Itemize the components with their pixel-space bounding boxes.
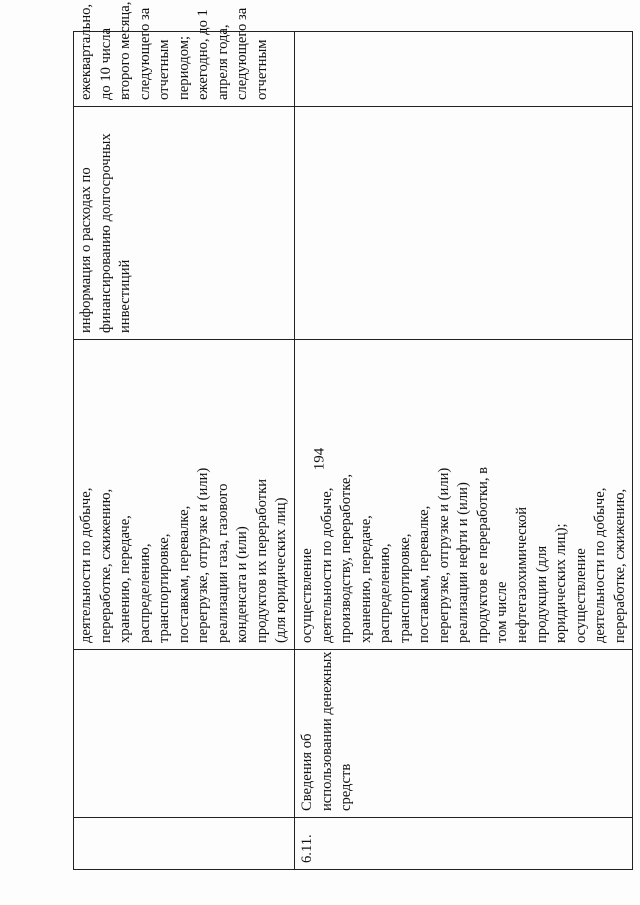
cell-term-empty	[295, 32, 633, 107]
table-row-continuation	[74, 32, 295, 870]
text-line: распределению,	[377, 543, 394, 643]
text-line: средств	[338, 763, 355, 811]
text-line: хранению, передаче,	[117, 515, 134, 643]
text-line: продукции (для	[533, 545, 550, 643]
text-line: деятельности по добыче,	[318, 487, 335, 643]
text-line: следующего за	[136, 7, 153, 100]
cell-name	[295, 650, 633, 818]
text-line: конденсата и (или)	[234, 526, 251, 643]
text-line: информация о расходах по	[78, 167, 94, 333]
cell-description-continued	[74, 340, 295, 650]
reporting-table	[73, 1, 633, 870]
text-line: второго месяца,	[117, 1, 134, 100]
text-line: переработке, сжижению,	[611, 488, 628, 643]
text-line: осуществление	[299, 548, 316, 643]
text-line: поставкам, перевалке,	[175, 505, 192, 643]
text-line: юридических лиц);	[553, 523, 570, 643]
text-line: распределению,	[136, 543, 153, 643]
text-line: деятельности по добыче,	[78, 487, 94, 643]
text-line: периодом;	[175, 35, 192, 100]
text-line: хранению, передаче,	[357, 515, 374, 643]
text-line: перегрузке, отгрузке и (или)	[435, 467, 452, 643]
rotated-table-wrapper	[73, 1, 628, 870]
text-line: производству, переработке,	[338, 473, 355, 643]
cell-number-empty	[74, 818, 295, 870]
text-line: следующего за	[234, 7, 251, 100]
text-line: реализации нефти и (или)	[455, 482, 472, 643]
text-line: поставкам, перевалке,	[416, 505, 433, 643]
text-line: инвестиций	[117, 259, 134, 333]
text-line: до 10 числа	[97, 28, 114, 100]
text-line: нефтегазохимической	[514, 506, 531, 643]
cell-info-empty	[295, 107, 633, 340]
text-line: транспортировке,	[156, 533, 173, 643]
page-number: 194	[311, 447, 328, 471]
cell-number	[295, 818, 633, 870]
row-number: 6.11.	[299, 834, 316, 863]
text-line: том числе	[494, 581, 511, 643]
text-line: отчетным	[253, 39, 270, 100]
text-line: Сведения об	[299, 733, 316, 811]
text-line: продуктов ее переработки, в	[474, 466, 491, 643]
cell-info	[74, 107, 295, 340]
text-line: ежегодно, до 1	[195, 9, 212, 100]
text-line: продуктов их переработки	[253, 478, 270, 643]
cell-description	[295, 340, 633, 650]
text-line: (для юридических лиц)	[273, 497, 290, 643]
text-line: ежеквартально,	[78, 3, 94, 100]
text-line: апреля года,	[214, 24, 231, 100]
text-line: транспортировке,	[396, 533, 413, 643]
text-line: финансированию долгосрочных	[97, 133, 114, 333]
text-line: переработке, сжижению,	[97, 488, 114, 643]
text-line: перегрузке, отгрузке и (или)	[195, 467, 212, 643]
cell-term	[74, 1, 295, 107]
text-line: осуществление	[572, 548, 589, 643]
text-line: реализации газа, газового	[214, 483, 231, 643]
text-line: использовании денежных	[318, 651, 335, 811]
text-line: деятельности по добыче,	[592, 487, 609, 643]
text-line: отчетным	[156, 39, 173, 100]
cell-name-empty	[74, 650, 295, 818]
table-row-6-11	[295, 32, 633, 870]
